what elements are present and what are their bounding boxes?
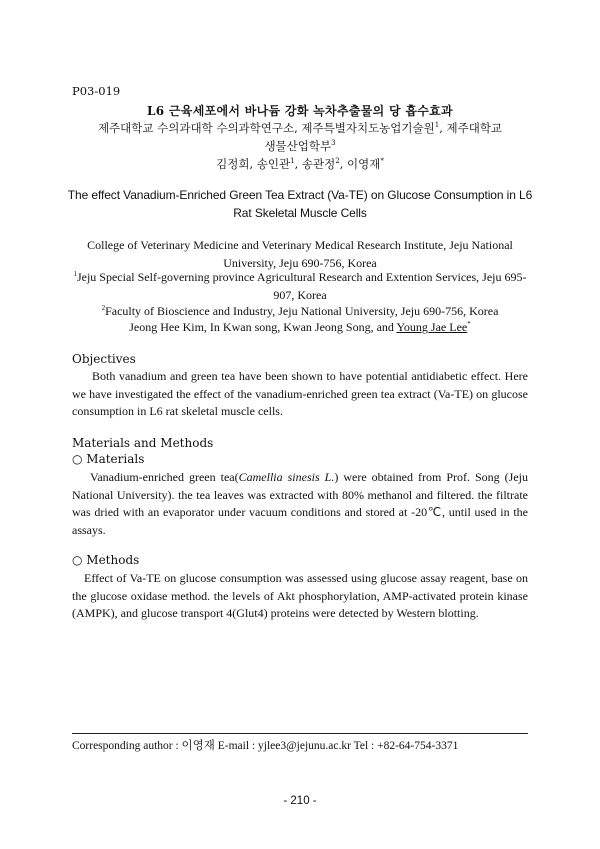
english-title-line1: The effect Vanadium-Enriched Green Tea Extract (Va-TE) on Glucose Consumption in L6 (67, 188, 533, 202)
korean-affiliation-line1: 제주대학교 수의과대학 수의과학연구소, 제주특별자치도농업기술원$^1$, 제주대학교 (97, 121, 503, 135)
abstract-code: P03-019 (72, 84, 121, 98)
korean-affiliation-line2: 생물산업학부$^3$ (264, 139, 336, 153)
methods-subheading: ○ Methods (72, 553, 140, 567)
materials-methods-heading: Materials and Methods (72, 436, 214, 450)
english-authors: Jeong Hee Kim, In Kwan song, Kwan Jeong Song, and Young Jae Lee* (129, 320, 471, 334)
korean-title: L6 근육세포에서 바나듐 강화 녹차추출물의 당 흡수효과 (147, 104, 453, 118)
english-title-line2: Rat Skeletal Muscle Cells (233, 206, 367, 220)
english-affiliation-1: College of Veterinary Medicine and Veterinary Medical Research Institute, Jeju National University, Jeju 690-756, Korea (87, 238, 513, 270)
materials-text: Vanadium-enriched green tea(Camellia sinesis L.) were obtained from Prof. Song (Jeju National University). the tea leaves was extracted with 80% methanol and filtered. the filtrate was dried with an evaporator under vacuum conditions and stored at -20℃, until used in the assays. (72, 470, 529, 537)
english-affiliation-2: $^1$Jeju Special Self-governing province Agricultural Research and Extention Services, Jeju 695-907, Korea (73, 270, 527, 302)
english-title (0, 186, 600, 222)
corresponding-author-name: Young Jae Lee (396, 320, 468, 334)
footer-divider (72, 733, 528, 734)
korean-authors: 김정희, 송인관$^1$, 송관정$^2$, 이영재* (216, 157, 384, 171)
page-number: - 210 - (283, 795, 317, 807)
species-name: Camellia sinesis L. (238, 470, 335, 484)
materials-subheading: ○ Materials (72, 452, 145, 466)
english-affiliation-3: $^2$Faculty of Bioscience and Industry, Jeju National University, Jeju 690-756, Korea (101, 304, 499, 318)
objectives-text: Both vanadium and green tea have been shown to have potential antidiabetic effect. Here we have investigated the effect of the vanadium-enriched green tea extract (Va-TE) on glucose consumption in L6 rat skeletal muscle cells. (72, 369, 528, 419)
corresponding-info: Corresponding author : 이영재 E-mail : yjlee3@jejunu.ac.kr Tel : +82-64-754-3371 (72, 740, 459, 752)
objectives-heading: Objectives (72, 352, 136, 366)
methods-text: Effect of Va-TE on glucose consumption was assessed using glucose assay reagent, base on the glucose oxidase method. the levels of Akt phosphorylation, AMP-activated protein kinase (AMPK), and glucose transport 4(Glut4) proteins were detected by Western blotting. (72, 571, 528, 621)
